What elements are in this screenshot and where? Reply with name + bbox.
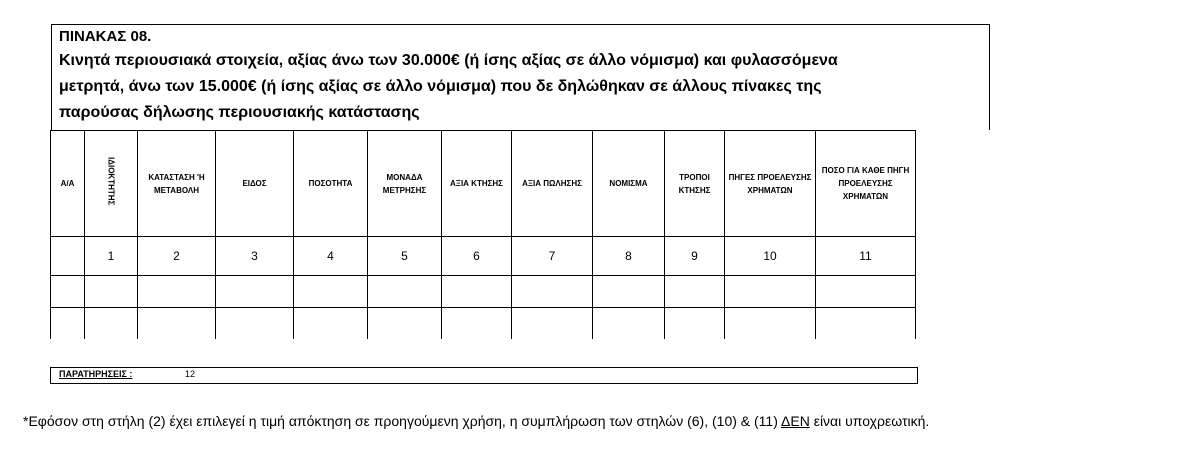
table-title-line-3: παρούσας δήλωσης περιουσιακής κατάστασης [59,104,420,121]
remarks-box[interactable] [50,367,918,384]
table-cell[interactable] [593,308,665,340]
table-cell[interactable] [294,308,368,340]
table-cell[interactable] [138,308,216,340]
header-fund-sources: ΠΗΓΕΣ ΠΡΟΕΛΕΥΣΗΣ ΧΡΗΜΑΤΩΝ [725,131,816,237]
table-cell[interactable] [512,308,593,340]
table-title-box [51,24,990,130]
footnote-text-after: είναι υποχρεωτική. [809,413,930,429]
remarks-label: ΠΑΡΑΤΗΡΗΣΕΙΣ : [59,369,133,379]
assets-table [50,130,916,339]
header-owner [85,131,138,237]
header-status: ΚΑΤΑΣΤΑΣΗ 'Η ΜΕΤΑΒΟΛΗ [138,131,216,237]
header-unit: ΜΟΝΑΔΑ ΜΕΤΡΗΣΗΣ [368,131,442,237]
table-cell[interactable] [816,276,916,308]
col-num-4: 4 [294,237,368,276]
header-kind: ΕΙΔΟΣ [216,131,294,237]
col-num-5: 5 [368,237,442,276]
header-acquisition-value: ΑΞΙΑ ΚΤΗΣΗΣ [442,131,512,237]
table-cell[interactable] [593,276,665,308]
footnote-text-before: *Εφόσον στη στήλη (2) έχει επιλεγεί η τιμή απόκτηση σε προηγούμενη χρήση, η συμπλήρωση των στηλών (6), (10) & (11) [23,413,781,429]
table-title-line-1: Κινητά περιουσιακά στοιχεία, αξίας άνω των 30.000€ (ή ίσης αξίας σε άλλο νόμισμα) και φυλασσόμενα [59,52,838,69]
col-num-6: 6 [442,237,512,276]
table-cell[interactable] [138,276,216,308]
footnote [23,413,929,429]
col-num-9: 9 [665,237,725,276]
table-cell[interactable] [665,308,725,340]
table-cell[interactable] [442,308,512,340]
table-cell[interactable] [665,276,725,308]
table-cell[interactable] [85,308,138,340]
table-cell[interactable] [294,276,368,308]
table-cell[interactable] [216,308,294,340]
col-num-7: 7 [512,237,593,276]
table-cell[interactable] [442,276,512,308]
table-cell[interactable] [51,276,85,308]
table-cell[interactable] [51,308,85,340]
col-num-2: 2 [138,237,216,276]
header-aa: Α/Α [51,131,85,237]
table-cell[interactable] [512,276,593,308]
table-cell[interactable] [816,308,916,340]
table-row [51,276,916,308]
table-cell[interactable] [368,308,442,340]
footnote-emphasis: ΔΕΝ [781,413,810,429]
header-acquisition-method: ΤΡΟΠΟΙ ΚΤΗΣΗΣ [665,131,725,237]
col-num-10: 10 [725,237,816,276]
remarks-column-number: 12 [185,369,196,379]
col-num-1: 1 [85,237,138,276]
table-title-line-2: μετρητά, άνω των 15.000€ (ή ίσης αξίας σε άλλο νόμισμα) που δε δηλώθηκαν σε άλλους πίνακες της [59,78,822,95]
table-cell[interactable] [85,276,138,308]
header-owner-label: ΙΔΙΟΚΤΗΤΗΣ [106,157,116,206]
header-quantity: ΠΟΣΟΤΗΤΑ [294,131,368,237]
table-cell[interactable] [725,308,816,340]
table-cell[interactable] [368,276,442,308]
header-sale-value: ΑΞΙΑ ΠΩΛΗΣΗΣ [512,131,593,237]
col-num-0 [51,237,85,276]
col-num-3: 3 [216,237,294,276]
table-cell[interactable] [725,276,816,308]
col-num-8: 8 [593,237,665,276]
table-cell[interactable] [216,276,294,308]
header-currency: ΝΟΜΙΣΜΑ [593,131,665,237]
column-number-row [51,237,916,276]
header-amount-per-source: ΠΟΣΟ ΓΙΑ ΚΑΘΕ ΠΗΓΗ ΠΡΟΕΛΕΥΣΗΣ ΧΡΗΜΑΤΩΝ [816,131,916,237]
table-row [51,308,916,340]
col-num-11: 11 [816,237,916,276]
table-code: ΠΙΝΑΚΑΣ 08. [59,28,152,45]
